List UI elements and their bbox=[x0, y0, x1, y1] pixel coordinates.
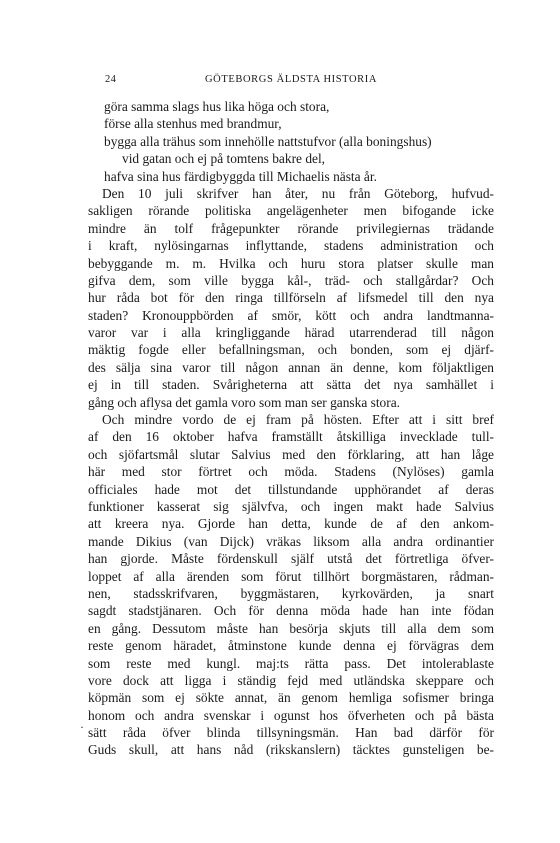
text-line: i kraft, nylösingarnas inflyttande, stadens administration och bbox=[88, 238, 494, 254]
text-line: här med stor förtret och möda. Stadens (Nylöses) gamla bbox=[88, 464, 494, 480]
text-line: Och mindre vordo de ej fram på hösten. Efter att i sitt bref bbox=[102, 412, 494, 428]
text-line: des sälja sina varor till någon annan än denne, kom följaktligen bbox=[88, 359, 494, 375]
text-line: sätt råda öfver blinda tillsyningsmän. Han bad därför för bbox=[88, 725, 494, 741]
text-line: officiales hade mot det tillstundande upphörandet af deras bbox=[88, 481, 494, 497]
text-line: staden? Kronouppbörden af smör, kött och andra landtmanna- bbox=[88, 307, 494, 323]
text-line: göra samma slags hus lika höga och stora, bbox=[104, 99, 330, 114]
text-line: och sjöfartsmål slutar Salvius med den förklaring, att han låge bbox=[88, 446, 494, 462]
text-line: af den 16 oktober hafva framställt åtskilliga invecklade tull- bbox=[88, 429, 494, 445]
margin-mark: · bbox=[80, 720, 84, 734]
text-line: bygga alla trähus som innehölle nattstufvor (alla boningshus) bbox=[104, 133, 432, 149]
text-line: bebyggande m. m. Hvilka och huru stora platser skulle man bbox=[88, 255, 494, 271]
page-header bbox=[105, 74, 487, 90]
text-line: funktioner kasserat sig självfva, och ingen makt hade Salvius bbox=[88, 498, 494, 514]
text-line: som reste med kungl. maj:ts rätta pass. Det intolerablaste bbox=[88, 655, 494, 671]
text-line: förse alla stenhus med brandmur, bbox=[104, 116, 282, 132]
text-line: mande Dikius (van Dijck) vräkas liksom alla andra ordinantier bbox=[88, 533, 494, 549]
text-line: en gång. Dessutom måste han besörja skjuts till alla dem som bbox=[88, 620, 494, 636]
text-line: loppet af alla ärenden som förut tillhört borgmästaren, rådman- bbox=[88, 568, 494, 584]
text-line: gifva dem, som ville bygga kål-, träd- och stallgårdar? Och bbox=[88, 272, 494, 288]
text-line: nen, stadsskrifvaren, byggmästaren, kyrkovärden, ja snart bbox=[88, 585, 494, 601]
text-line: köpmän som ej sökte annat, än genom hemliga sofismer bringa bbox=[88, 690, 494, 706]
text-line: hur råda bot för den ringa tillförseln af lifsmedel till den nya bbox=[88, 290, 494, 306]
text-line: Guds skull, att hans nåd (rikskanslern) täcktes gunsteligen be- bbox=[88, 742, 494, 758]
text-line: hafva sina hus färdigbyggda till Michaelis nästa år. bbox=[104, 168, 377, 184]
text-line: ej in till staden. Svårigheterna att sätta det nya samhället i bbox=[88, 377, 494, 393]
text-line: sagdt stadstjänaren. Och för denna möda hade han inte födan bbox=[88, 603, 494, 619]
text-line: mindre än tolf frågepunkter rörande privilegiernas trädande bbox=[88, 220, 494, 236]
text-line: han gjorde. Måste fördenskull själf utstå det förtretliga öfver- bbox=[88, 551, 494, 567]
text-line: vore dock att ligga i ständig fejd med utländska skeppare och bbox=[88, 672, 494, 688]
text-line: varor var i alla kringliggande härad utarrenderad till någon bbox=[88, 325, 494, 341]
text-line: gång och aflysa det gamla voro som man ser ganska stora. bbox=[88, 394, 400, 410]
text-line: vid gatan och ej på tomtens bakre del, bbox=[122, 151, 326, 167]
page-number: 24 bbox=[105, 74, 117, 85]
text-line: att kreera nya. Gjorde han detta, kunde de af den ankom- bbox=[88, 516, 494, 532]
text-line: Den 10 juli skrifver han åter, nu från Göteborg, hufvud- bbox=[102, 185, 494, 201]
text-line: reste genom häradet, åtminstone kunde denna ej förvägras dem bbox=[88, 638, 494, 654]
text-line: honom och andra svenskar i ogunst hos öfverheten och på bästa bbox=[88, 707, 494, 723]
running-title: GÖTEBORGS ÄLDSTA HISTORIA bbox=[205, 74, 378, 85]
body-text bbox=[88, 98, 494, 759]
text-line: mäktig fogde eller befallningsman, och bonden, som ej djärf- bbox=[88, 342, 494, 358]
text-line: sakligen rörande politiska angelägenheter men bifogande icke bbox=[88, 203, 494, 219]
